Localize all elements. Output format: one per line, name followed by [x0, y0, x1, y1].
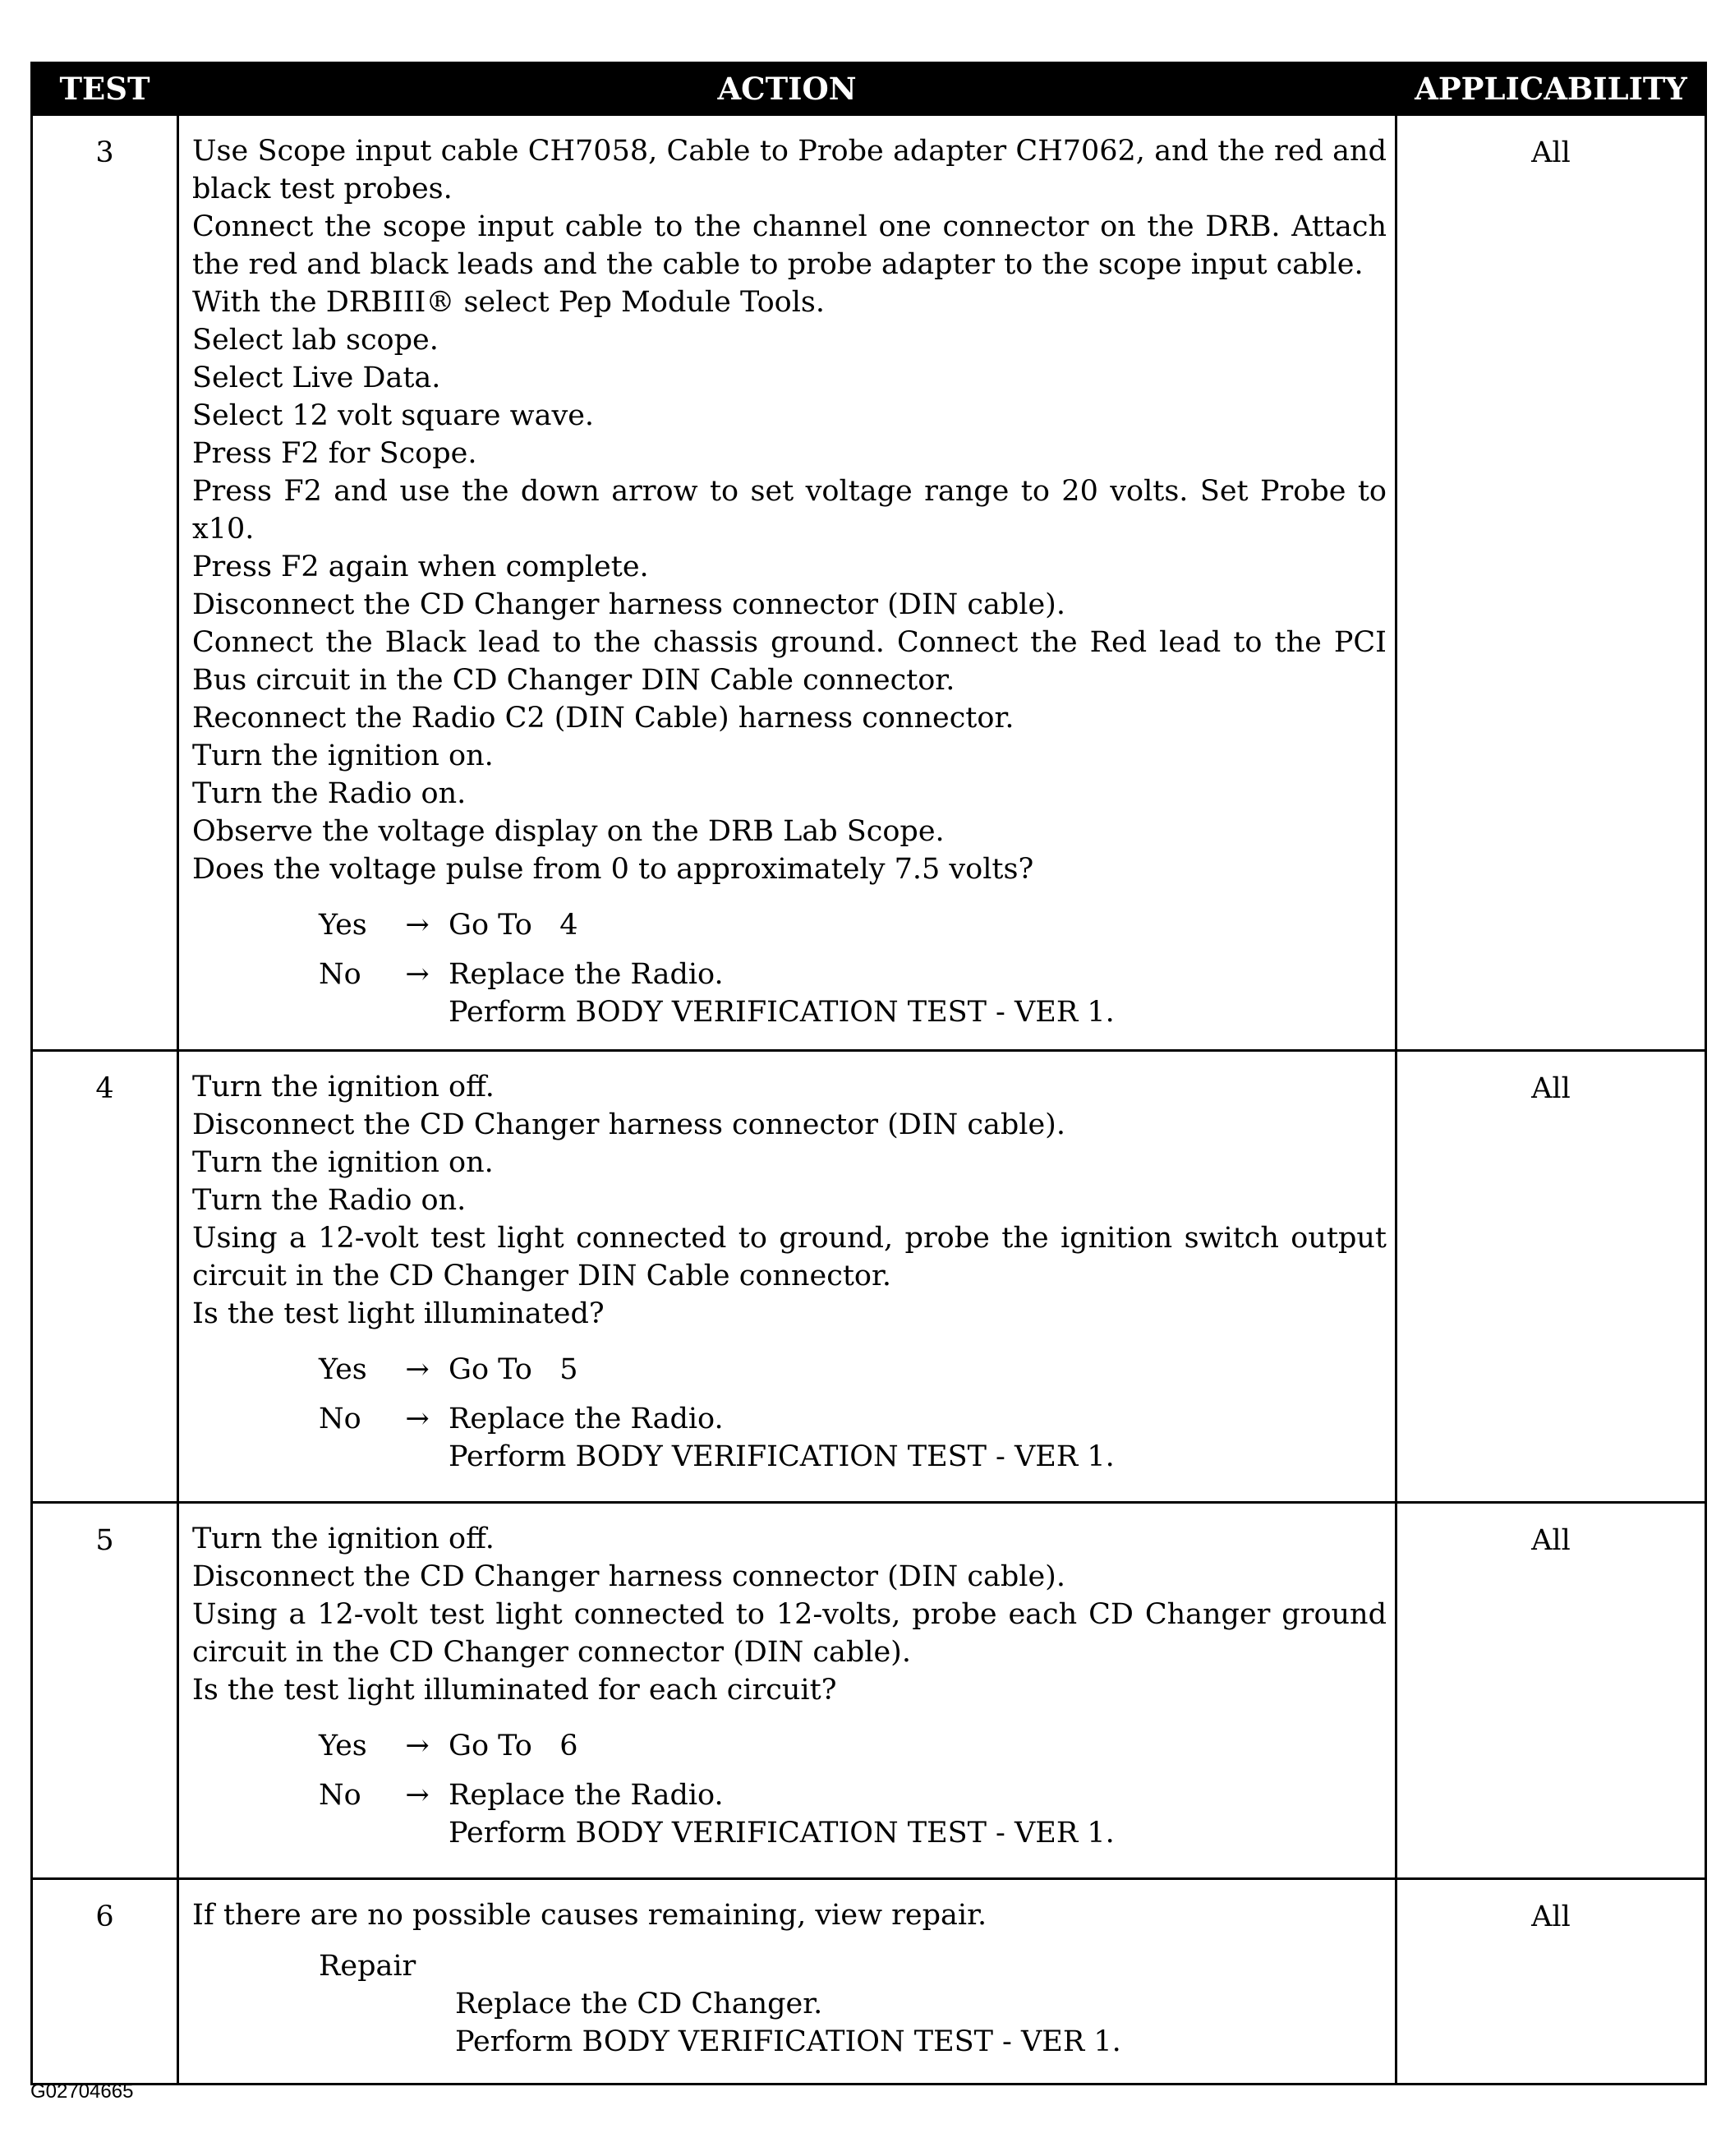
yes-option: [319, 1727, 1387, 1765]
no-label: No: [319, 1779, 361, 1812]
no-result: Replace the Radio.: [449, 1403, 724, 1435]
header-test: TEST: [32, 63, 178, 115]
action-step: Turn the ignition on.: [192, 739, 494, 772]
yes-label: Yes: [319, 1730, 367, 1762]
action-step: Using a 12-volt test light connected to ground, probe the ignition switch output circuit in the CD Changer DIN Cable connector.: [192, 1222, 1387, 1292]
action-step: Using a 12-volt test light connected to 12-volts, probe each CD Changer ground circuit in the CD Changer connector (DIN cable).: [192, 1598, 1387, 1669]
arrow-right-icon: →: [405, 1353, 430, 1386]
yes-result: Go To 5: [449, 1353, 578, 1386]
repair-instruction: Replace the CD Changer.: [455, 1988, 823, 2020]
no-result-followup: Perform BODY VERIFICATION TEST - VER 1.: [449, 1817, 1115, 1850]
no-option: [319, 1400, 1387, 1476]
arrow-right-icon: →: [405, 1730, 430, 1762]
applicability-value: All: [1396, 115, 1706, 1051]
yes-label: Yes: [319, 1353, 367, 1386]
header-applicability: APPLICABILITY: [1396, 63, 1706, 115]
no-option: [319, 956, 1387, 1031]
action-step: Use Scope input cable CH7058, Cable to Probe adapter CH7062, and the red and black test probes.: [192, 135, 1387, 205]
action-step: Turn the Radio on.: [192, 777, 467, 810]
table-row: [32, 1879, 1706, 2085]
arrow-right-icon: →: [405, 958, 430, 991]
no-result: Replace the Radio.: [449, 958, 724, 991]
arrow-right-icon: →: [405, 1403, 430, 1435]
action-step: Turn the Radio on.: [192, 1184, 467, 1217]
no-result-followup: Perform BODY VERIFICATION TEST - VER 1.: [449, 1440, 1115, 1473]
repair-verification: Perform BODY VERIFICATION TEST - VER 1.: [455, 2025, 1121, 2058]
no-label: No: [319, 1403, 361, 1435]
yes-result: Go To 4: [449, 909, 578, 942]
test-number: 3: [32, 115, 178, 1051]
figure-id: G02704665: [30, 2080, 134, 2103]
action-step: Turn the ignition on.: [192, 1146, 494, 1179]
arrow-right-icon: →: [405, 1779, 430, 1812]
action-step: Press F2 again when complete.: [192, 551, 649, 583]
yes-option: [319, 1351, 1387, 1389]
table-row: [32, 115, 1706, 1051]
no-label: No: [319, 958, 361, 991]
action-cell: [178, 1503, 1396, 1879]
action-step: Disconnect the CD Changer harness connector (DIN cable).: [192, 1560, 1065, 1593]
action-step: If there are no possible causes remaining, view repair.: [192, 1899, 987, 1932]
action-cell: [178, 1051, 1396, 1503]
test-number: 5: [32, 1503, 178, 1879]
table-header-row: [32, 63, 1706, 115]
result-options: [192, 1351, 1387, 1476]
action-step: Turn the ignition off.: [192, 1071, 495, 1103]
action-step: Select lab scope.: [192, 324, 439, 357]
no-result: Replace the Radio.: [449, 1779, 724, 1812]
test-number: 4: [32, 1051, 178, 1503]
table-row: [32, 1051, 1706, 1503]
action-step: Reconnect the Radio C2 (DIN Cable) harness connector.: [192, 702, 1015, 735]
action-step: With the DRBIII® select Pep Module Tools.: [192, 286, 825, 319]
action-step: Disconnect the CD Changer harness connector (DIN cable).: [192, 1108, 1065, 1141]
action-step: Press F2 for Scope.: [192, 437, 477, 470]
repair-title: Repair: [319, 1950, 416, 1983]
action-cell: [178, 115, 1396, 1051]
table-row: [32, 1503, 1706, 1879]
action-step: Select 12 volt square wave.: [192, 399, 595, 432]
action-step: Observe the voltage display on the DRB Lab Scope.: [192, 815, 945, 848]
action-step: Disconnect the CD Changer harness connector (DIN cable).: [192, 588, 1065, 621]
action-step: Is the test light illuminated?: [192, 1297, 605, 1330]
header-action: ACTION: [178, 63, 1396, 115]
test-number: 6: [32, 1879, 178, 2085]
yes-label: Yes: [319, 909, 367, 942]
result-options: [192, 906, 1387, 1031]
diagnostic-procedure: [30, 62, 1705, 2085]
yes-option: [319, 906, 1387, 944]
no-option: [319, 1776, 1387, 1852]
action-cell: [178, 1879, 1396, 2085]
applicability-value: All: [1396, 1879, 1706, 2085]
arrow-right-icon: →: [405, 909, 430, 942]
action-step: Turn the ignition off.: [192, 1523, 495, 1555]
result-options: [192, 1727, 1387, 1852]
applicability-value: All: [1396, 1051, 1706, 1503]
applicability-value: All: [1396, 1503, 1706, 1879]
action-step: Does the voltage pulse from 0 to approximately 7.5 volts?: [192, 853, 1034, 886]
action-step: Connect the scope input cable to the channel one connector on the DRB. Attach the red and black leads and the cable to probe adapter to the scope input cable.: [192, 210, 1387, 281]
action-step: Select Live Data.: [192, 362, 441, 394]
action-step: Connect the Black lead to the chassis ground. Connect the Red lead to the PCI Bus circuit in the CD Changer DIN Cable connector.: [192, 626, 1387, 697]
no-result-followup: Perform BODY VERIFICATION TEST - VER 1.: [449, 996, 1115, 1029]
action-step: Press F2 and use the down arrow to set voltage range to 20 volts. Set Probe to x10.: [192, 475, 1387, 546]
yes-result: Go To 6: [449, 1730, 578, 1762]
test-table: [30, 62, 1707, 2085]
action-step: Is the test light illuminated for each circuit?: [192, 1674, 837, 1707]
